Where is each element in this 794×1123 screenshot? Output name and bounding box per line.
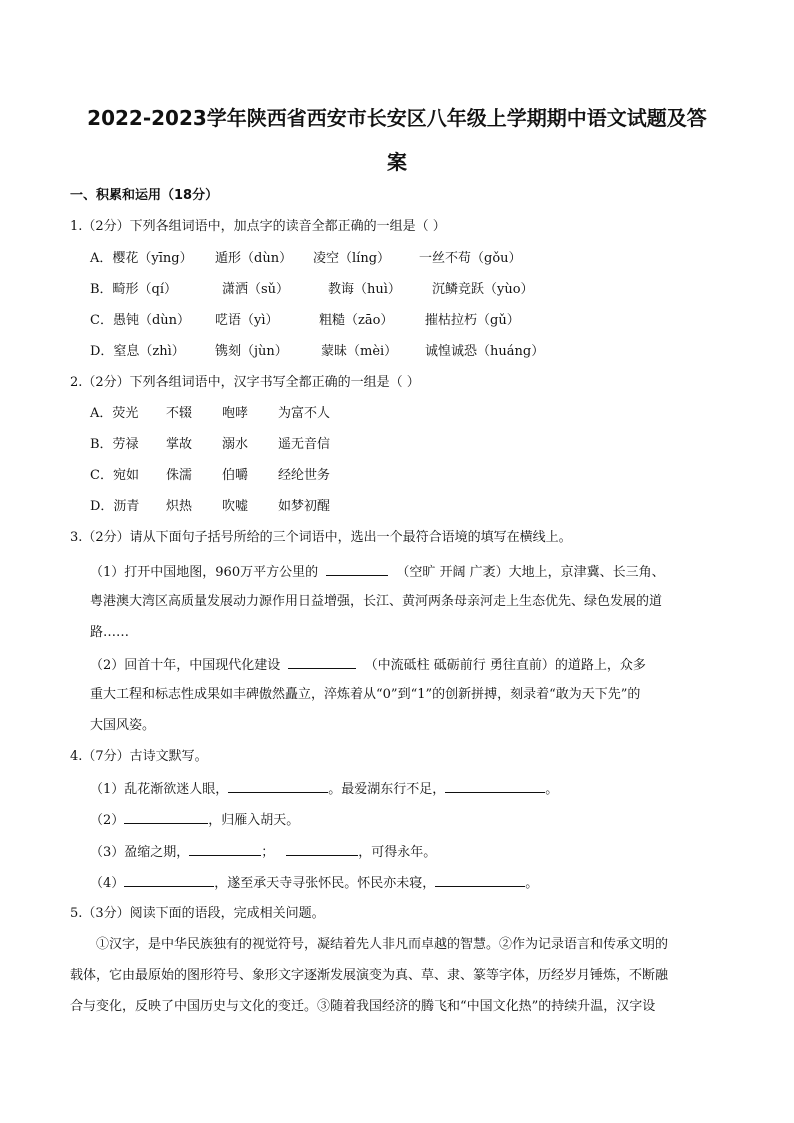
q2-option-b: B．劳禄 掌故 溺水 遥无音信 (90, 437, 331, 452)
q4-blank-5[interactable] (286, 841, 358, 856)
q3-part2-line2: 重大工程和标志性成果如丰碑傲然矗立，淬炼着从“0”到“1”的创新拼搏，刻录着“敢为天下先”的 (90, 687, 641, 702)
section-heading: 一、积累和运用（18分） (70, 188, 219, 203)
q4-blank-3[interactable] (124, 809, 208, 824)
q3-blank-1[interactable] (326, 561, 388, 576)
q4-blank-2[interactable] (445, 778, 545, 793)
q3-part2-line1: （2）回首十年，中国现代化建设 （中流砥柱 砥砺前行 勇往直前）的道路上，众多 (90, 654, 646, 676)
q1-option-a: A．樱花（yīng） 遁形（dùn） 凌空（líng） 一丝不苟（gǒu） (90, 251, 522, 266)
q1-option-b: B．畸形（qí） 潇洒（sǔ） 教诲（huì） 沉鳞竞跃（yùo） (90, 282, 534, 297)
q4-line-1: （1）乱花渐欲迷人眼， 。最爱湖东行不足， 。 (90, 778, 558, 800)
q3-part1-line1: （1）打开中国地图，960万平方公里的 （空旷 开阔 广袤）大地上，京津冀、长三角、 (90, 561, 665, 583)
q1-option-c: C．愚钝（dùn） 呓语（yì） 粗糙（zāo） 摧枯拉朽（gǔ） (90, 313, 520, 328)
q4-blank-6[interactable] (124, 872, 214, 887)
document-title (60, 96, 734, 184)
q4-stem: 4.（7分）古诗文默写。 (70, 749, 208, 764)
q4-blank-7[interactable] (435, 872, 525, 887)
q2-stem: 2.（2分）下列各组词语中，汉字书写全都正确的一组是（ ） (70, 375, 420, 390)
title-line-1: 2022-2023学年陕西省西安市长安区八年级上学期期中语文试题及答 (87, 106, 707, 130)
q3-blank-2[interactable] (288, 654, 356, 669)
q2-option-d: D．沥青 炽热 吹嘘 如梦初醒 (90, 499, 331, 514)
q5-stem: 5.（3分）阅读下面的语段，完成相关问题。 (70, 906, 325, 921)
q5-passage-line-2: 载体，它由最原始的图形符号、象形文字逐渐发展演变为真、草、隶、篆等字体，历经岁月锤炼，不断融 (70, 968, 669, 983)
q1-stem: 1.（2分）下列各组词语中，加点字的读音全都正确的一组是（ ） (70, 219, 446, 234)
q5-passage-line-3: 合与变化，反映了中国历史与文化的变迁。③随着我国经济的腾飞和“中国文化热”的持续升温，汉字设 (70, 999, 656, 1014)
q4-blank-1[interactable] (228, 778, 328, 793)
q3-stem: 3.（2分）请从下面句子括号所给的三个词语中，选出一个最符合语境的填写在横线上。 (70, 530, 572, 545)
q4-line-4: （4） ，遂至承天寺寻张怀民。怀民亦未寝， 。 (90, 872, 538, 894)
q3-part2-line3: 大国风姿。 (90, 718, 156, 733)
q5-passage-line-1: ①汉字，是中华民族独有的视觉符号，凝结着先人非凡而卓越的智慧。②作为记录语言和传承文明的 (96, 937, 669, 952)
q4-line-3: （3）盈缩之期， ； ，可得永年。 (90, 841, 436, 863)
q4-blank-4[interactable] (189, 841, 261, 856)
q4-line-2: （2） ，归雁入胡天。 (90, 809, 299, 831)
q1-option-d: D．窒息（zhì） 镌刻（jùn） 蒙昧（mèi） 诚惶诚恐（huáng） (90, 344, 545, 359)
q2-option-c: C．宛如 侏濡 伯嚼 经纶世务 (90, 468, 331, 483)
q3-part1-line3: 路…… (90, 625, 130, 640)
title-line-2: 案 (387, 150, 407, 174)
q2-option-a: A．荧光 不辍 咆哮 为富不人 (90, 406, 331, 421)
q3-part1-line2: 粤港澳大湾区高质量发展动力源作用日益增强，长江、黄河两条母亲河走上生态优先、绿色发展的道 (90, 594, 663, 609)
